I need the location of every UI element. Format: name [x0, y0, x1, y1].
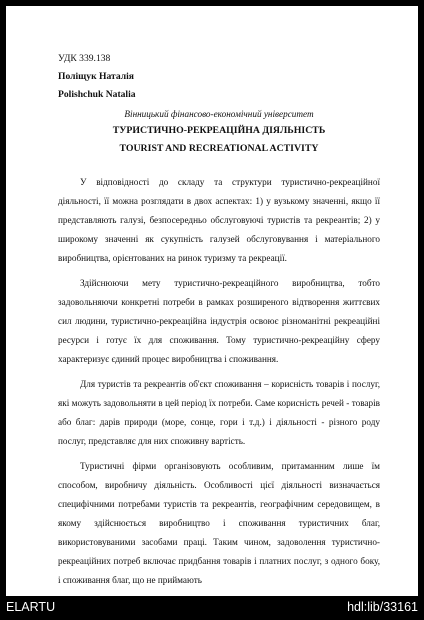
institution: Вінницький фінансово-економічний університет: [124, 108, 314, 119]
paragraph: У відповідності до складу та структури туристично-рекреаційної діяльності, її можна розглядати в двох аспектах: 1) у вузькому значенні, якщо її представляють галузі, безпосередньо обслуговуючі туристів та рекреантів; 2) у широкому значенні як сукупність галузей обслуговування і матеріального виробництва, орієнтованих на ринок туризму та рекреації.: [58, 176, 380, 263]
handle-id: hdl:lib/33161: [347, 600, 418, 614]
title-en: TOURIST AND RECREATIONAL ACTIVITY: [119, 143, 319, 155]
footer-bar: [0, 596, 424, 620]
paragraph: Для туристів та рекреантів об'єкт споживання – корисність товарів і послуг, які можуть задовольняти в цей період їх потреби. Саме корисність речей - товарів або благ: дарів природи (море, сонце, гори і т.д.) і діяльності - різного роду послуг, представляє для них споживну вартість.: [58, 378, 380, 446]
title-ua: ТУРИСТИЧНО-РЕКРЕАЦІЙНА ДІЯЛЬНІСТЬ: [112, 124, 326, 136]
paragraph: Здійснюючи мету туристично-рекреаційного виробництва, тобто задовольняючи конкретні потреби в рамках розширеного відтворення життєвих сил людини, туристично-рекреаційна індустрія освоює різноманітні рекреаційні ресурси і готує їх для споживання. Тому туристично-рекреаційну сферу характеризує єдиний процес виробництва і споживання.: [58, 277, 380, 364]
repository-name: ELARTU: [6, 600, 56, 614]
udc-code: УДК 339.138: [58, 53, 111, 64]
body-text: [58, 173, 380, 590]
author-en: Polishchuk Natalia: [58, 89, 136, 101]
document-page: [6, 6, 418, 596]
author-ua: Поліщук Наталія: [58, 71, 134, 83]
paragraph: Туристичні фірми організовують особливим, притаманним лише їм способом, виробничу діяльність. Особливості цієї діяльності визначається специфічними потребами туристів та рекреантів, географічним середовищем, в якому здійснюється виробництво і споживання туристичних благ, використовуваними засобами праці. Таким чином, задоволення туристично-рекреаційних потреб включає придбання товарів і платних послуг, з одного боку, і споживання благ, що не приймають: [58, 460, 380, 585]
